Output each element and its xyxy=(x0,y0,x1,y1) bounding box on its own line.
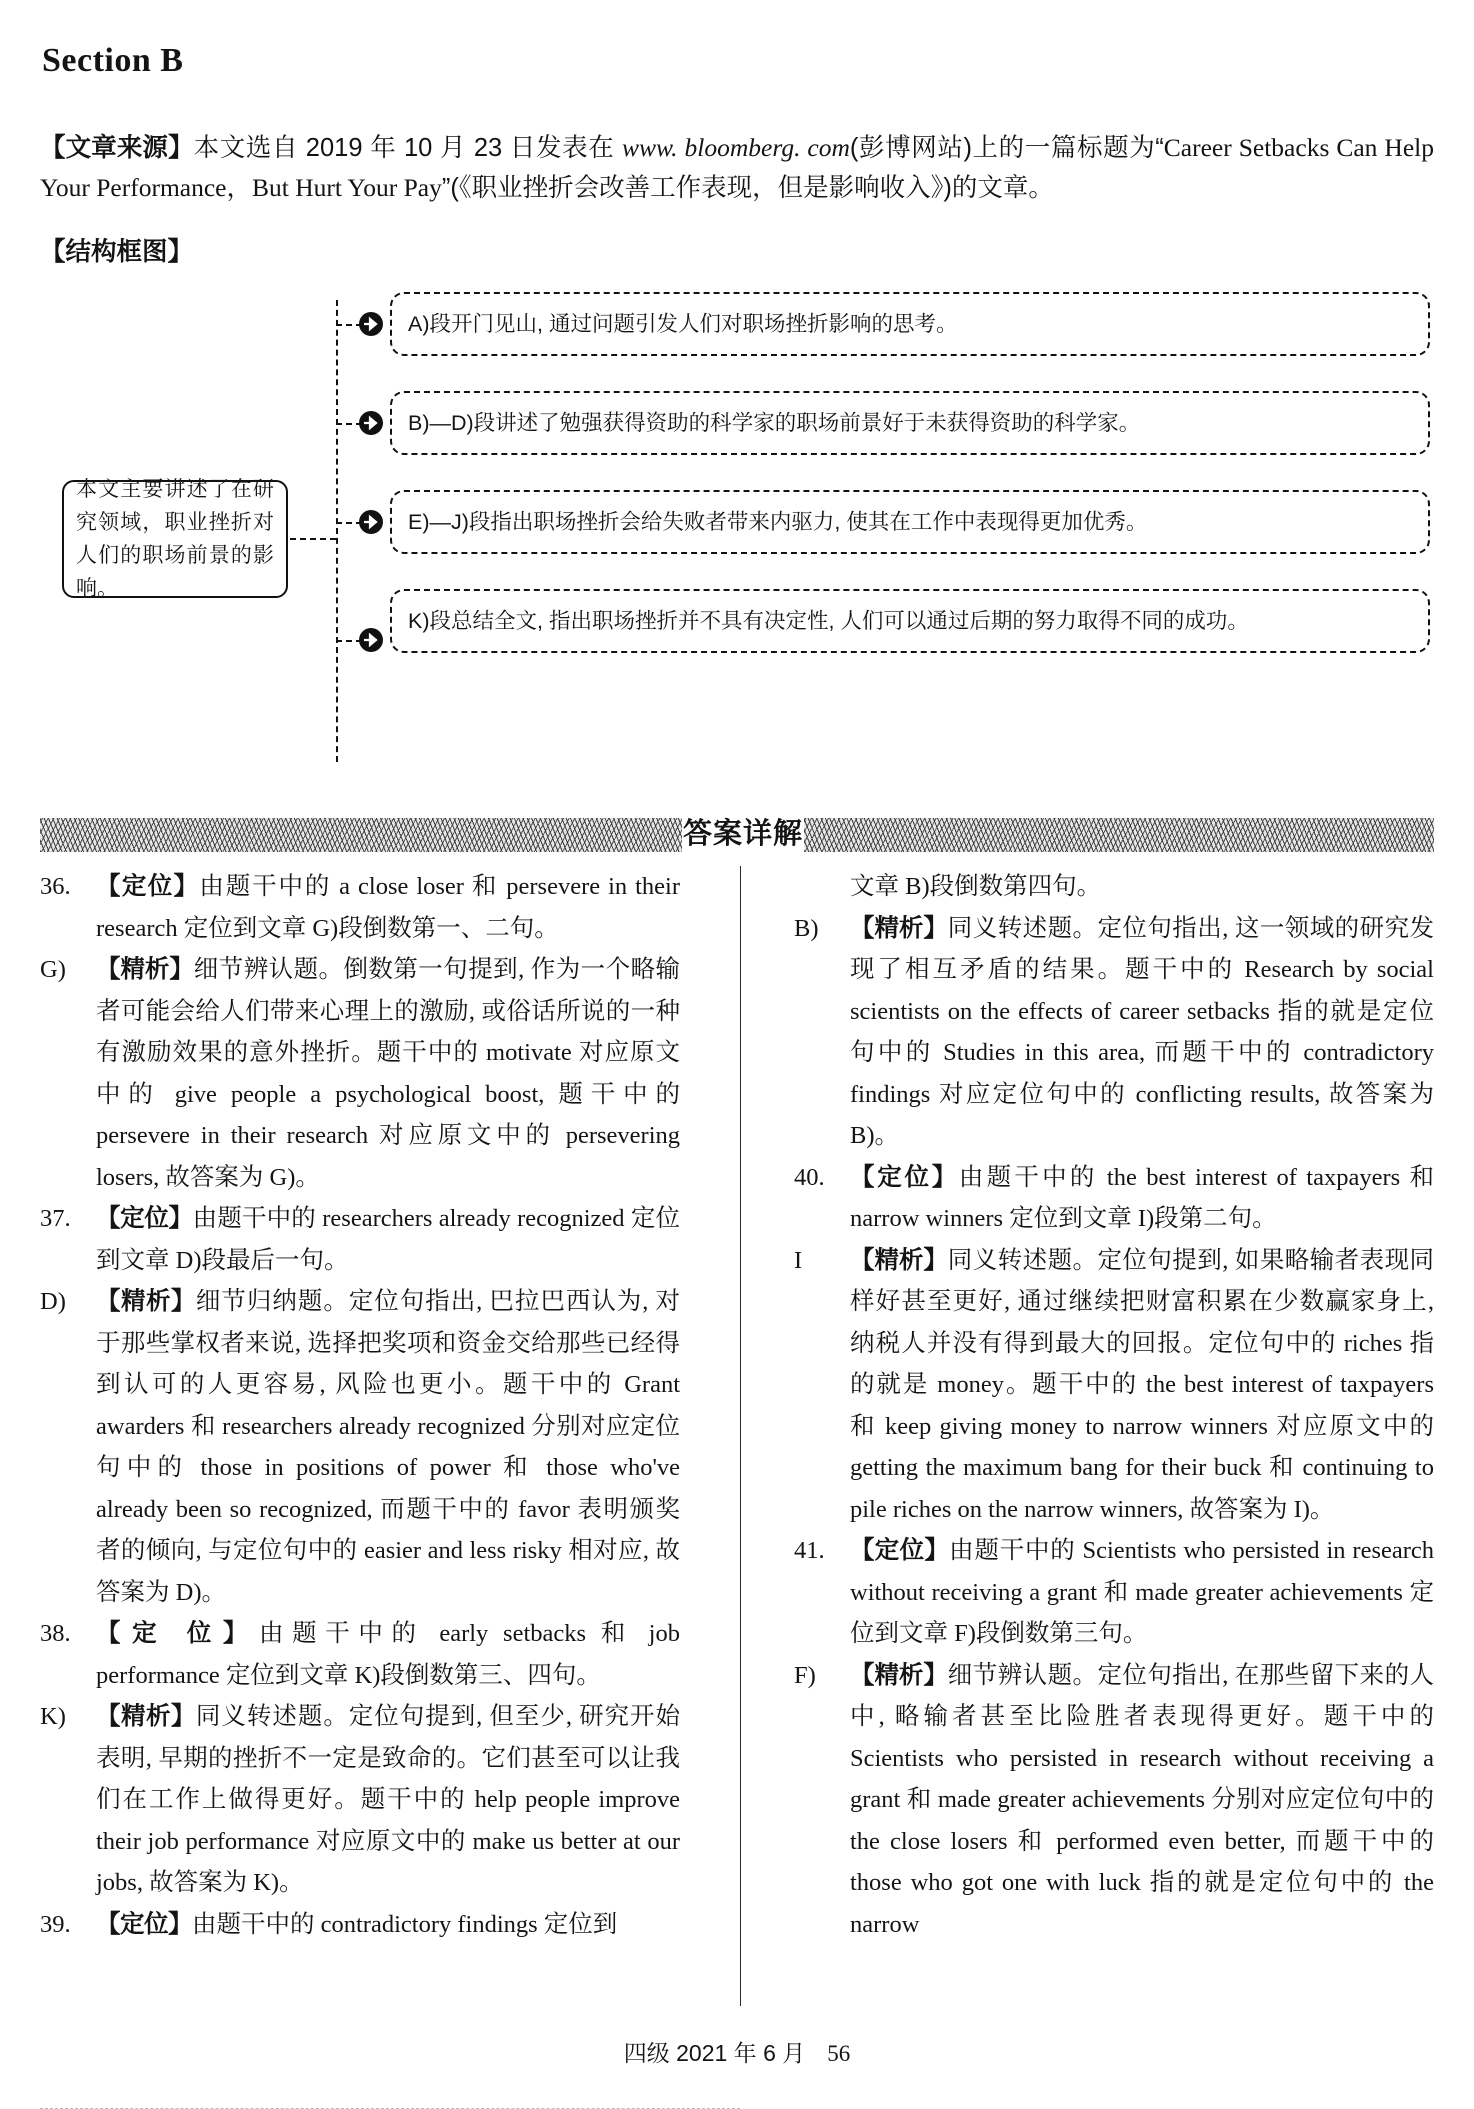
diagram-node-ej-text: E)—J)段指出职场挫折会给失败者带来内驱力, 使其在工作中表现得更加优秀。 xyxy=(408,510,1148,534)
structure-diagram xyxy=(40,262,1434,792)
diagram-node-k-text: K)段总结全文, 指出职场挫折并不具有决定性, 人们可以通过后期的努力取得不同的成功。 xyxy=(408,609,1249,633)
explanation-text: 细节辨认题。倒数第一句提到, 作为一个略输者可能会给人们带来心理上的激励, 或俗话所说的一种有激励效果的意外挫折。题干中的 motivate 对应原文中的 give people a psychological boost, 题干中的 persevere in their research 对应原文中的 persevering losers, 故答案为 G)。 xyxy=(96,956,681,1191)
banner-hatch-left xyxy=(40,818,682,852)
explanation-item xyxy=(794,908,1434,1157)
explanation-body xyxy=(850,1655,1434,1946)
explanation-text: 同义转述题。定位句提到, 如果略输者表现同样好甚至更好, 通过继续把财富积累在少数赢家身上, 纳税人并没有得到最大的回报。定位句中的 riches 指的就是 money。题干中的 the best interest of taxpayers 和 keep giving money to narrow winners 对应原文中的 getting the maximum bang for their buck 和 continuing to pile riches on the narrow winners, 故答案为 I)。 xyxy=(850,1246,1435,1523)
explanation-body xyxy=(96,866,680,949)
explanation-body xyxy=(850,866,1434,908)
column-divider xyxy=(740,866,741,2006)
diagram-connector-trunk xyxy=(336,300,338,762)
explanation-text: 同义转述题。定位句指出, 这一领域的研究发现了相互矛盾的结果。题干中的 Research by social scientists on the effects of career setbacks 指的就是定位句中的 Studies in this area, 而题干中的 contradictory findings 对应定位句中的 conflicting results, 故答案为 B)。 xyxy=(850,914,1435,1149)
explanation-tag: 【精析】 xyxy=(96,956,194,983)
diagram-summary-text: 本文主要讲述了在研究领域，职业挫折对人们的职场前景的影响。 xyxy=(76,478,274,600)
explanation-text: 由题干中的 early setbacks 和 job performance 定位到文章 K)段倒数第三、四句。 xyxy=(96,1620,680,1689)
page-number: 56 xyxy=(827,2041,851,2066)
source-text-part2: (彭博网站)上的一篇标题为“ xyxy=(849,134,1164,162)
explanation-text: 由题干中的 the best interest of taxpayers 和 narrow winners 定位到文章 I)段第二句。 xyxy=(850,1163,1434,1232)
arrow-right-icon xyxy=(358,509,384,535)
explanations-column-right xyxy=(794,866,1434,1945)
explanation-item xyxy=(794,1157,1434,1240)
diagram-node-bd-text: B)—D)段讲述了勉强获得资助的科学家的职场前景好于未获得资助的科学家。 xyxy=(408,411,1141,435)
explanations-column-left xyxy=(40,866,680,1945)
banner-title: 答案详解 xyxy=(682,811,804,852)
explanation-marker: K) xyxy=(40,1703,66,1730)
explanation-tag: 【精析】 xyxy=(96,1703,196,1730)
page-title: Section B xyxy=(42,42,184,79)
source-label: 【文章来源】 xyxy=(40,134,194,162)
diagram-node-ej xyxy=(390,490,1430,554)
explanation-tag: 【定位】 xyxy=(96,1910,192,1938)
explanation-text: 由题干中的 Scientists who persisted in research without receiving a grant 和 made greater achievements 定位到文章 F)段倒数第三句。 xyxy=(850,1537,1435,1647)
explanation-text: 细节归纳题。定位句指出, 巴拉巴西认为, 对于那些掌权者来说, 选择把奖项和资金交给那些已经得到认可的人更容易, 风险也更小。题干中的 Grant awarders 和 researchers already recognized 分别对应定位句中的 those in positions of power 和 those who've already been so recognized, 而题干中的 favor 表明颁奖者的倾向, 与定位句中的 easier and less risky 相对应, 故答案为 D)。 xyxy=(96,1288,681,1606)
explanation-body xyxy=(850,1240,1434,1531)
explanation-marker: 37. xyxy=(40,1205,71,1232)
explanation-text: 由题干中的 contradictory findings 定位到 xyxy=(192,1910,618,1938)
explanation-text: 同义转述题。定位句提到, 但至少, 研究开始表明, 早期的挫折不一定是致命的。它们甚至可以让我们在工作上做得更好。题干中的 help people improve their job performance 对应原文中的 make us better at our jobs, 故答案为 K)。 xyxy=(96,1703,681,1896)
diagram-node-bd xyxy=(390,391,1430,455)
arrow-right-icon xyxy=(358,627,384,653)
answers-banner xyxy=(40,818,1434,852)
explanation-marker: F) xyxy=(794,1661,816,1689)
explanation-item xyxy=(794,866,1434,908)
explanation-tag: 【定位】 xyxy=(850,1537,950,1564)
structure-diagram-label: 【结构框图】 xyxy=(40,238,194,266)
diagram-node-k xyxy=(390,589,1430,653)
explanation-item xyxy=(40,1281,680,1613)
explanation-item xyxy=(40,1696,680,1904)
arrow-right-icon xyxy=(358,410,384,436)
explanation-body xyxy=(850,908,1434,1157)
explanation-marker: I xyxy=(794,1246,803,1274)
arrow-right-icon xyxy=(358,311,384,337)
explanation-text: 文章 B)段倒数第四句。 xyxy=(850,873,1102,900)
explanations-columns xyxy=(40,866,1434,2006)
diagram-connector-stub xyxy=(290,538,336,540)
explanation-item xyxy=(794,1530,1434,1655)
diagram-summary-box xyxy=(62,480,288,598)
explanation-body xyxy=(96,1198,680,1281)
explanation-body xyxy=(96,1281,680,1613)
explanation-tag: 【精析】 xyxy=(850,914,948,942)
explanation-item xyxy=(40,949,680,1198)
explanation-tag: 【精析】 xyxy=(850,1661,948,1689)
explanation-item xyxy=(40,1904,680,1946)
explanation-tag: 【定位】 xyxy=(96,873,200,900)
footer-exam-label: 四级 2021 年 6 月 xyxy=(623,2040,806,2066)
explanation-marker: 40. xyxy=(794,1163,825,1191)
diagram-node-a xyxy=(390,292,1430,356)
explanation-marker: B) xyxy=(794,914,819,942)
source-text-part1: 本文选自 2019 年 10 月 23 日发表在 xyxy=(193,134,623,162)
explanation-item xyxy=(40,1198,680,1281)
explanation-body xyxy=(850,1157,1434,1240)
explanation-body xyxy=(96,1904,680,1946)
explanation-marker: 36. xyxy=(40,873,71,900)
banner-hatch-right xyxy=(804,818,1434,852)
explanation-body xyxy=(96,949,680,1198)
explanation-tag: 【定位】 xyxy=(96,1205,193,1232)
explanation-item xyxy=(40,866,680,949)
explanation-marker: 38. xyxy=(40,1620,71,1647)
explanation-text: 由题干中的 researchers already recognized 定位到文章 D)段最后一句。 xyxy=(96,1205,681,1274)
article-source-paragraph xyxy=(40,128,1434,208)
page-footer xyxy=(0,2035,1474,2068)
explanation-text: 细节辨认题。定位句指出, 在那些留下来的人中, 略输者甚至比险胜者表现得更好。题干中的 Scientists who persisted in research without receiving a grant 和 made greater achievements 分别对应定位句中的 the close losers 和 performed even better, 而题干中的 those who got one with luck 指的就是定位句中的 the narrow xyxy=(850,1661,1435,1938)
explanation-body xyxy=(96,1696,680,1904)
explanation-body xyxy=(96,1613,680,1696)
explanation-tag: 【定 位】 xyxy=(96,1620,259,1647)
source-url: www. bloomberg. com xyxy=(622,133,850,162)
diagram-node-a-text: A)段开门见山, 通过问题引发人们对职场挫折影响的思考。 xyxy=(408,312,958,336)
explanation-tag: 【精析】 xyxy=(850,1246,948,1274)
explanation-marker: 39. xyxy=(40,1910,71,1938)
explanation-marker: G) xyxy=(40,956,66,983)
explanation-item xyxy=(40,1613,680,1696)
source-english-title: Career Setbacks Can Help Your Performance，But Hurt Your Pay xyxy=(40,133,1434,202)
explanation-marker: D) xyxy=(40,1288,66,1315)
explanation-body xyxy=(850,1530,1434,1655)
explanation-text: 由题干中的 a close loser 和 persevere in their research 定位到文章 G)段倒数第一、二句。 xyxy=(96,873,681,942)
explanation-tag: 【定位】 xyxy=(850,1163,959,1191)
explanation-tag: 【精析】 xyxy=(96,1288,196,1315)
explanation-item xyxy=(794,1240,1434,1531)
explanation-item xyxy=(794,1655,1434,1946)
explanation-marker: 41. xyxy=(794,1537,825,1564)
source-text-part3: ”(《职业挫折会改善工作表现，但是影响收入》)的文章。 xyxy=(441,174,1054,202)
